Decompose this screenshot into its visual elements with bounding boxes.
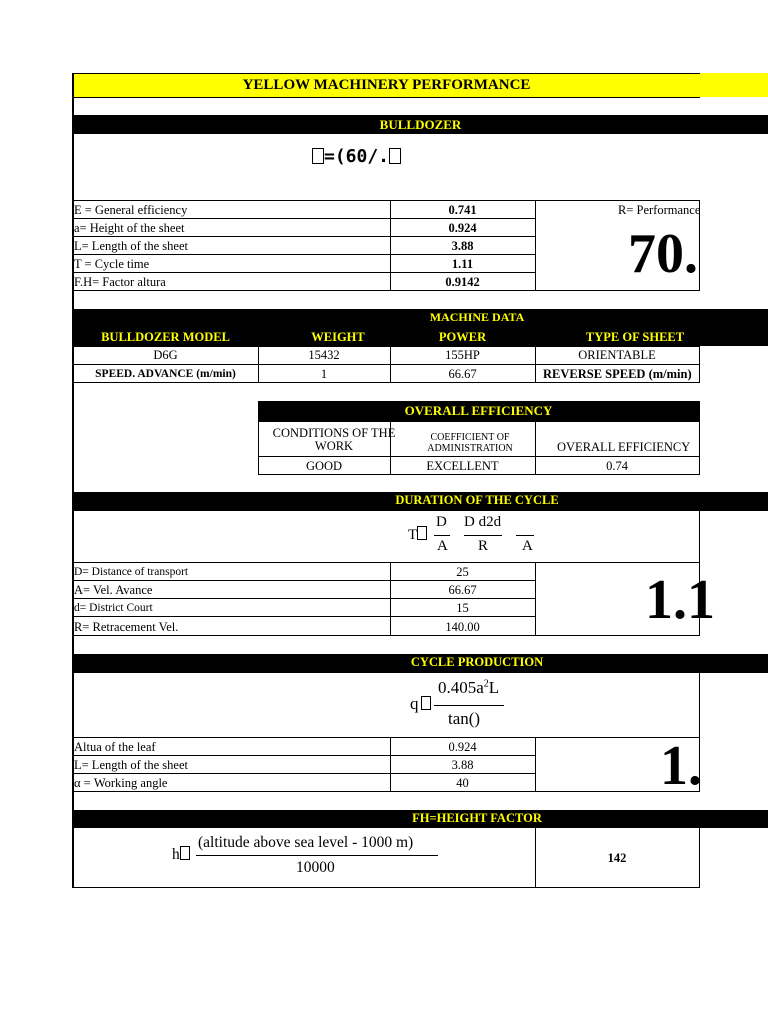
overall-efficiency-col: OVERALL EFFICIENCY xyxy=(557,440,691,454)
speed-advance-index: 1 xyxy=(320,367,328,381)
height-factor-value: 142 xyxy=(607,851,627,865)
coefficient-header: COEFFICIENT OF ADMINISTRATION xyxy=(427,432,513,454)
height-factor-header: FH=HEIGHT FACTOR xyxy=(412,811,542,825)
cycle-duration-header: DURATION OF THE CYCLE xyxy=(395,493,559,507)
machine-data-header: MACHINE DATA xyxy=(429,310,525,324)
cycle-param-label: D= Distance of transport xyxy=(74,566,189,578)
param-label: T = Cycle time xyxy=(74,257,150,271)
param-value: 0.924 xyxy=(448,221,477,235)
cycle-param-value: 15 xyxy=(456,601,469,615)
efficiency-cell: GOOD xyxy=(305,459,343,473)
machine-cell: ORIENTABLE xyxy=(578,348,656,362)
cycle-param-value: 66.67 xyxy=(448,583,477,597)
param-label: L= Length of the sheet xyxy=(74,239,188,253)
production-param-value: 3.88 xyxy=(451,758,474,772)
col-header: POWER xyxy=(438,330,487,344)
cycle-production-header: CYCLE PRODUCTION xyxy=(410,655,544,669)
height-factor-formula: h (altitude above sea level - 1000 m) 10000 xyxy=(172,834,452,880)
formula-box-icon xyxy=(421,696,431,710)
cycle-param-value: 140.00 xyxy=(445,620,480,634)
param-value: 1.11 xyxy=(451,257,474,271)
performance-label: R= Performance xyxy=(618,203,701,217)
overall-efficiency-header: OVERALL EFFICIENCY xyxy=(258,401,699,421)
col-header: WEIGHT xyxy=(311,330,365,344)
param-label: a= Height of the sheet xyxy=(74,221,185,235)
production-param-label: L= Length of the sheet xyxy=(74,758,188,772)
cycle-param-label: d= District Court xyxy=(74,602,153,614)
production-param-value: 0.924 xyxy=(448,740,477,754)
formula-box-icon xyxy=(312,148,324,164)
machine-cell: 15432 xyxy=(308,348,340,362)
param-value: 3.88 xyxy=(451,239,474,253)
formula-box-icon xyxy=(417,526,427,540)
cycle-param-label: R= Retracement Vel. xyxy=(74,620,179,634)
cycle-time-value: 1.1 xyxy=(645,569,715,631)
reverse-speed-label: REVERSE SPEED (m/min) xyxy=(543,367,692,381)
param-label: E = General efficiency xyxy=(74,203,188,217)
formula-box-icon xyxy=(389,148,401,164)
speed-advance-label: SPEED. ADVANCE (m/min) xyxy=(95,368,236,380)
page-title: YELLOW MACHINERY PERFORMANCE xyxy=(242,77,531,93)
param-label: F.H= Factor altura xyxy=(74,275,166,289)
cycle-production-value: 1. xyxy=(660,735,702,797)
param-value: 0.741 xyxy=(448,203,477,217)
machine-cell: 155HP xyxy=(445,348,480,362)
efficiency-cell: EXCELLENT xyxy=(426,459,499,473)
cycle-time-formula: T D A D d2d R A xyxy=(408,514,533,554)
conditions-header: CONDITIONS OF THE WORK xyxy=(272,426,396,453)
cycle-param-label: A= Vel. Avance xyxy=(74,583,153,597)
efficiency-cell: 0.74 xyxy=(606,459,628,473)
col-header: TYPE OF SHEET xyxy=(585,330,685,344)
speed-advance-value: 66.67 xyxy=(448,367,477,381)
col-header: BULLDOZER MODEL xyxy=(101,330,230,344)
machine-cell: D6G xyxy=(153,348,178,362)
cycle-production-formula: q $0.405a^2L$ tan() xyxy=(410,678,520,734)
production-param-label: α = Working angle xyxy=(74,776,168,790)
param-value: 0.9142 xyxy=(445,275,480,289)
performance-formula: =(60/. xyxy=(312,146,401,167)
production-param-value: 40 xyxy=(456,776,469,790)
bulldozer-header: BULLDOZER xyxy=(73,115,768,134)
production-param-label: Altua of the leaf xyxy=(74,740,156,754)
performance-value: 70. xyxy=(628,223,698,285)
formula-box-icon xyxy=(180,846,190,860)
cycle-param-value: 25 xyxy=(456,565,469,579)
